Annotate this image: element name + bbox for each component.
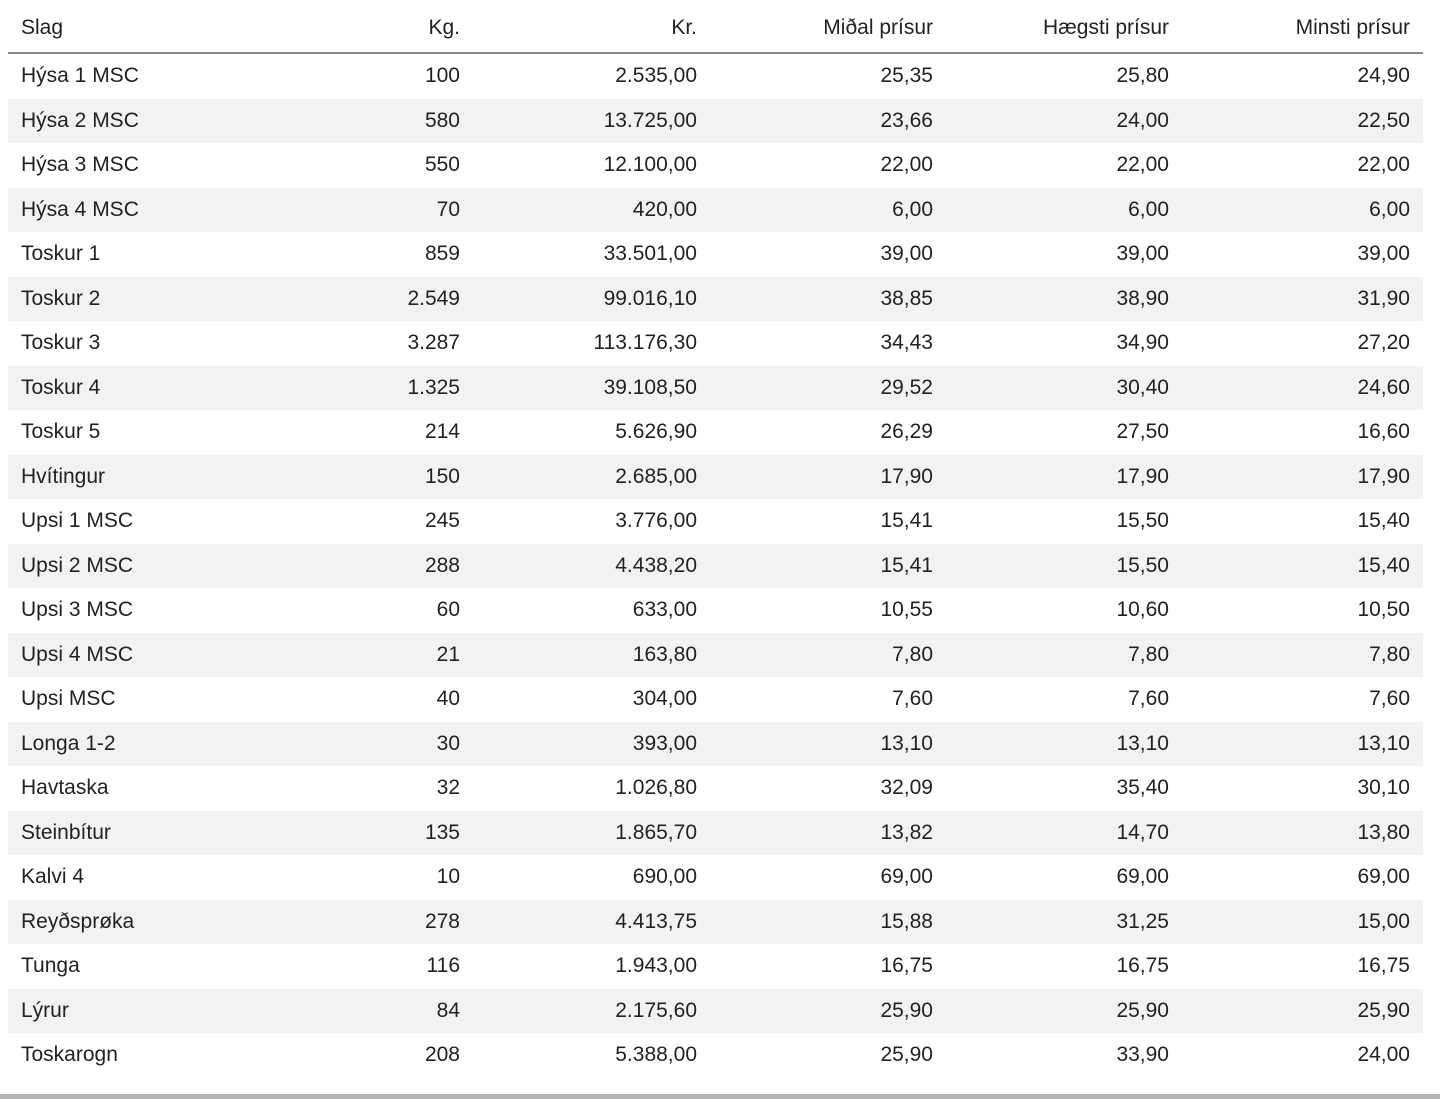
- cell-species: Tunga: [21, 954, 80, 978]
- cell-kr: 4.438,20: [473, 544, 710, 589]
- header-row: [8, 4, 1423, 53]
- cell-lowest-price: 27,20: [1357, 331, 1410, 355]
- cell-kr: 1.943,00: [615, 954, 697, 978]
- table-row: [8, 677, 1423, 722]
- table-row: [8, 188, 1423, 233]
- table-row: [8, 277, 1423, 322]
- cell-species: Lýrur: [8, 989, 248, 1034]
- cell-highest-price: 25,80: [1116, 64, 1169, 88]
- cell-kg: 116: [426, 954, 460, 978]
- cell-kg: 40: [436, 687, 460, 711]
- table-row: [8, 53, 1423, 99]
- cell-lowest-price: 25,90: [1182, 989, 1423, 1034]
- cell-lowest-price: 13,80: [1182, 811, 1423, 856]
- table-row: [8, 633, 1423, 678]
- cell-kr: 163,80: [473, 633, 710, 678]
- table-row: [8, 944, 1423, 989]
- cell-average-price: 38,85: [710, 277, 946, 322]
- cell-highest-price: 24,00: [946, 99, 1182, 144]
- cell-lowest-price: 6,00: [1182, 188, 1423, 233]
- cell-kg: 3.287: [407, 331, 460, 355]
- cell-highest-price: 7,80: [946, 633, 1182, 678]
- cell-kr: 3.776,00: [615, 509, 697, 533]
- table-row: [8, 455, 1423, 500]
- cell-average-price: 15,41: [880, 509, 933, 533]
- cell-kr: 5.626,90: [615, 420, 697, 444]
- cell-kg: 550: [424, 153, 460, 177]
- cell-species: Toskur 3: [21, 331, 101, 355]
- cell-highest-price: 6,00: [946, 188, 1182, 233]
- cell-highest-price: 31,25: [946, 900, 1182, 945]
- cell-lowest-price: 39,00: [1357, 242, 1410, 266]
- table-row: [8, 811, 1423, 856]
- cell-average-price: 32,09: [880, 776, 933, 800]
- cell-average-price: 23,66: [710, 99, 946, 144]
- cell-kg: 30: [248, 722, 473, 767]
- cell-lowest-price: 15,00: [1182, 900, 1423, 945]
- cell-species: Toskur 5: [21, 420, 101, 444]
- cell-kr: 13.725,00: [473, 99, 710, 144]
- cell-lowest-price: 15,40: [1182, 544, 1423, 589]
- cell-kg: 2.549: [248, 277, 473, 322]
- cell-species: Toskur 4: [8, 366, 248, 411]
- cell-species: Upsi 2 MSC: [8, 544, 248, 589]
- cell-kg: 84: [248, 989, 473, 1034]
- cell-kr: 4.413,75: [473, 900, 710, 945]
- cell-kg: 135: [248, 811, 473, 856]
- cell-kr: 2.175,60: [473, 989, 710, 1034]
- cell-lowest-price: 10,50: [1357, 598, 1410, 622]
- price-table: [8, 4, 1423, 1078]
- cell-average-price: 17,90: [710, 455, 946, 500]
- cell-highest-price: 15,50: [946, 544, 1182, 589]
- cell-kg: 580: [248, 99, 473, 144]
- cell-highest-price: 35,40: [1116, 776, 1169, 800]
- column-header-highest-price: Hægsti prísur: [946, 4, 1182, 53]
- table-row: [8, 722, 1423, 767]
- cell-lowest-price: 13,10: [1182, 722, 1423, 767]
- cell-kr: 690,00: [632, 865, 697, 889]
- cell-highest-price: 22,00: [1116, 153, 1169, 177]
- cell-kr: 99.016,10: [473, 277, 710, 322]
- cell-kg: 859: [424, 242, 460, 266]
- cell-kg: 10: [436, 865, 460, 889]
- cell-species: Upsi 4 MSC: [8, 633, 248, 678]
- cell-kg: 1.325: [248, 366, 473, 411]
- cell-average-price: 29,52: [710, 366, 946, 411]
- cell-highest-price: 33,90: [1116, 1043, 1169, 1067]
- cell-kg: 245: [424, 509, 460, 533]
- price-table-container: [8, 4, 1423, 1078]
- cell-highest-price: 10,60: [1116, 598, 1169, 622]
- table-row: [8, 232, 1423, 277]
- column-header-kg: Kg.: [248, 4, 473, 53]
- column-header-slag: Slag: [8, 4, 248, 53]
- cell-average-price: 39,00: [880, 242, 933, 266]
- cell-species: Hýsa 2 MSC: [8, 99, 248, 144]
- cell-kg: 214: [424, 420, 460, 444]
- cell-kg: 100: [424, 64, 460, 88]
- cell-species: Upsi MSC: [21, 687, 116, 711]
- cell-kr: 420,00: [473, 188, 710, 233]
- cell-lowest-price: 31,90: [1182, 277, 1423, 322]
- cell-highest-price: 30,40: [946, 366, 1182, 411]
- cell-lowest-price: 7,80: [1182, 633, 1423, 678]
- cell-species: Upsi 3 MSC: [21, 598, 134, 622]
- cell-kr: 393,00: [473, 722, 710, 767]
- table-row: [8, 588, 1423, 633]
- cell-lowest-price: 16,60: [1357, 420, 1410, 444]
- cell-average-price: 7,80: [710, 633, 946, 678]
- cell-average-price: 22,00: [880, 153, 933, 177]
- cell-highest-price: 14,70: [946, 811, 1182, 856]
- cell-lowest-price: 22,50: [1182, 99, 1423, 144]
- table-row: [8, 321, 1423, 366]
- cell-lowest-price: 24,90: [1357, 64, 1410, 88]
- table-row: [8, 410, 1423, 455]
- cell-kg: 150: [248, 455, 473, 500]
- cell-average-price: 13,10: [710, 722, 946, 767]
- cell-kr: 33.501,00: [603, 242, 697, 266]
- cell-species: Hýsa 4 MSC: [8, 188, 248, 233]
- cell-kg: 32: [436, 776, 460, 800]
- table-row: [8, 366, 1423, 411]
- cell-kr: 12.100,00: [603, 153, 697, 177]
- cell-species: Toskarogn: [21, 1043, 118, 1067]
- cell-highest-price: 27,50: [1116, 420, 1169, 444]
- cell-lowest-price: 69,00: [1357, 865, 1410, 889]
- cell-kr: 2.685,00: [473, 455, 710, 500]
- cell-lowest-price: 24,60: [1182, 366, 1423, 411]
- cell-lowest-price: 30,10: [1357, 776, 1410, 800]
- cell-average-price: 10,55: [880, 598, 933, 622]
- cell-species: Steinbítur: [8, 811, 248, 856]
- cell-highest-price: 7,60: [1128, 687, 1169, 711]
- cell-lowest-price: 24,00: [1357, 1043, 1410, 1067]
- table-row: [8, 855, 1423, 900]
- table-row: [8, 1033, 1423, 1078]
- cell-species: Toskur 2: [8, 277, 248, 322]
- cell-average-price: 34,43: [880, 331, 933, 355]
- cell-species: Longa 1-2: [8, 722, 248, 767]
- cell-kg: 278: [248, 900, 473, 945]
- table-header: [8, 4, 1423, 53]
- cell-species: Reyðsprøka: [8, 900, 248, 945]
- cell-lowest-price: 15,40: [1357, 509, 1410, 533]
- cell-highest-price: 34,90: [1116, 331, 1169, 355]
- cell-kr: 1.865,70: [473, 811, 710, 856]
- table-row: [8, 766, 1423, 811]
- table-row: [8, 99, 1423, 144]
- cell-average-price: 6,00: [710, 188, 946, 233]
- cell-lowest-price: 17,90: [1182, 455, 1423, 500]
- cell-species: Hvítingur: [8, 455, 248, 500]
- cell-kg: 70: [248, 188, 473, 233]
- cell-average-price: 25,35: [880, 64, 933, 88]
- cell-average-price: 13,82: [710, 811, 946, 856]
- cell-highest-price: 39,00: [1116, 242, 1169, 266]
- cell-species: Upsi 1 MSC: [21, 509, 134, 533]
- cell-kr: 633,00: [632, 598, 697, 622]
- cell-average-price: 15,88: [710, 900, 946, 945]
- cell-highest-price: 15,50: [1116, 509, 1169, 533]
- cell-kr: 1.026,80: [615, 776, 697, 800]
- cell-average-price: 69,00: [880, 865, 933, 889]
- cell-average-price: 15,41: [710, 544, 946, 589]
- cell-kr: 39.108,50: [473, 366, 710, 411]
- cell-highest-price: 38,90: [946, 277, 1182, 322]
- table-row: [8, 544, 1423, 589]
- cell-lowest-price: 22,00: [1357, 153, 1410, 177]
- cell-species: Havtaska: [21, 776, 109, 800]
- column-header-kr: Kr.: [473, 4, 710, 53]
- cell-species: Toskur 1: [21, 242, 101, 266]
- cell-species: Hýsa 1 MSC: [21, 64, 139, 88]
- cell-kr: 5.388,00: [615, 1043, 697, 1067]
- cell-lowest-price: 7,60: [1369, 687, 1410, 711]
- table-row: [8, 900, 1423, 945]
- cell-highest-price: 13,10: [946, 722, 1182, 767]
- cell-average-price: 25,90: [880, 1043, 933, 1067]
- column-header-average-price: Miðal prísur: [710, 4, 946, 53]
- cell-highest-price: 69,00: [1116, 865, 1169, 889]
- cell-average-price: 7,60: [892, 687, 933, 711]
- cell-kg: 21: [248, 633, 473, 678]
- cell-highest-price: 25,90: [946, 989, 1182, 1034]
- table-row: [8, 499, 1423, 544]
- cell-kr: 2.535,00: [615, 64, 697, 88]
- cell-kr: 113.176,30: [593, 331, 697, 355]
- cell-highest-price: 17,90: [946, 455, 1182, 500]
- table-row: [8, 143, 1423, 188]
- cell-average-price: 25,90: [710, 989, 946, 1034]
- bottom-divider: [0, 1094, 1440, 1099]
- cell-kg: 288: [248, 544, 473, 589]
- column-header-lowest-price: Minsti prísur: [1182, 4, 1423, 53]
- cell-kg: 208: [424, 1043, 460, 1067]
- table-row: [8, 989, 1423, 1034]
- cell-lowest-price: 16,75: [1357, 954, 1410, 978]
- cell-average-price: 16,75: [880, 954, 933, 978]
- cell-species: Hýsa 3 MSC: [21, 153, 139, 177]
- cell-average-price: 26,29: [880, 420, 933, 444]
- cell-kg: 60: [436, 598, 460, 622]
- cell-species: Kalvi 4: [21, 865, 85, 889]
- table-body: [8, 53, 1423, 1078]
- cell-kr: 304,00: [632, 687, 697, 711]
- cell-highest-price: 16,75: [1116, 954, 1169, 978]
